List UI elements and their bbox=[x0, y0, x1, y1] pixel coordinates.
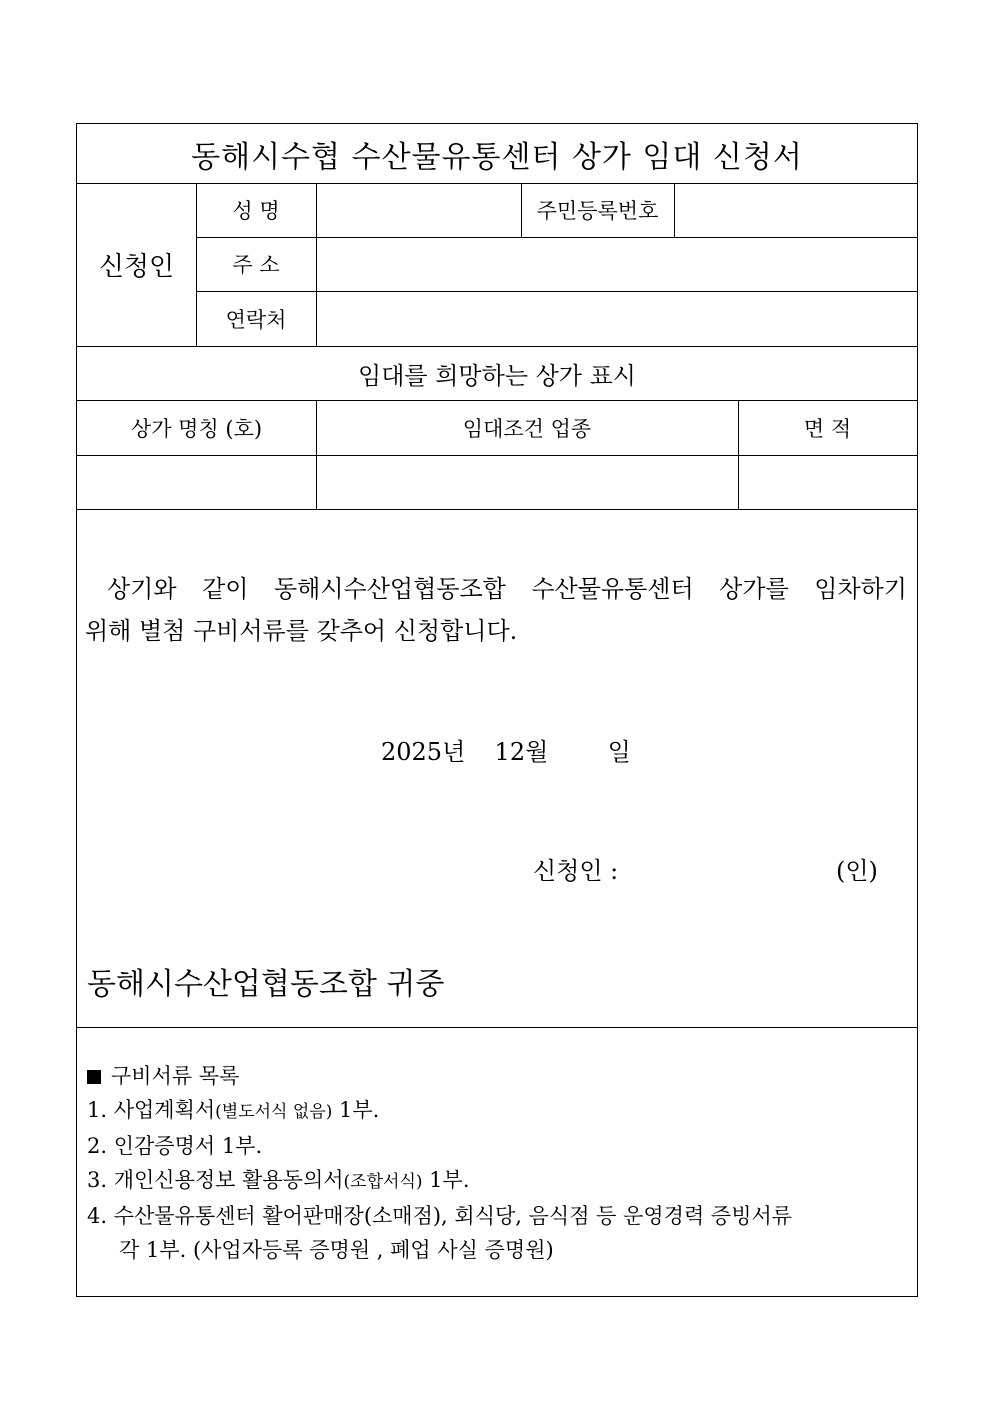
document-item-2: 2. 인감증명서 1부. bbox=[87, 1134, 263, 1158]
seal-mark: (인) bbox=[836, 857, 878, 885]
square-bullet-icon bbox=[87, 1070, 101, 1084]
store-name-header: 상가 명칭 (호) bbox=[130, 416, 263, 441]
area-header: 면 적 bbox=[803, 416, 852, 441]
address-field[interactable] bbox=[316, 237, 917, 291]
conditions-field[interactable] bbox=[316, 455, 738, 509]
required-documents bbox=[87, 1059, 792, 1267]
statement-line-1: 상기와 같이 동해시수산업협동조합 수산물유통센터 상가를 임차하기 bbox=[107, 575, 907, 603]
document-item-3: 3. 개인신용정보 활용동의서(조합서식) 1부. bbox=[87, 1168, 470, 1192]
conditions-header: 임대조건 업종 bbox=[462, 416, 592, 441]
form-title: 동해시수협 수산물유통센터 상가 임대 신청서 bbox=[191, 139, 803, 175]
documents-heading: 구비서류 목록 bbox=[111, 1064, 240, 1088]
divider bbox=[77, 509, 917, 510]
name-field[interactable] bbox=[316, 183, 521, 237]
store-section-heading: 임대를 희망하는 상가 표시 bbox=[358, 361, 636, 390]
resident-number-label: 주민등록번호 bbox=[536, 199, 659, 223]
document-item-1: 1. 사업계획서(별도서식 없음) 1부. bbox=[87, 1098, 380, 1122]
addressee: 동해시수산업협동조합 귀중 bbox=[87, 967, 445, 1002]
statement-paragraph bbox=[85, 568, 907, 652]
signer-label: 신청인 : bbox=[533, 857, 619, 885]
application-date bbox=[381, 732, 631, 767]
name-label: 성 명 bbox=[232, 199, 280, 223]
applicant-label: 신청인 bbox=[98, 252, 175, 282]
contact-label: 연락처 bbox=[225, 307, 287, 332]
document-item-4-continued: 각 1부. (사업자등록 증명원 , 폐업 사실 증명원) bbox=[119, 1238, 554, 1262]
application-form bbox=[76, 123, 918, 1297]
resident-number-field[interactable] bbox=[674, 183, 917, 237]
date-year: 2025년 bbox=[381, 738, 466, 766]
divider bbox=[77, 1027, 917, 1028]
address-label: 주 소 bbox=[232, 253, 280, 277]
area-field[interactable] bbox=[738, 455, 917, 509]
date-month: 12월 bbox=[494, 738, 549, 766]
statement-line-2: 위해 별첨 구비서류를 갖추어 신청합니다. bbox=[85, 617, 518, 645]
document-item-4: 4. 수산물유통센터 활어판매장(소매점), 회식당, 음식점 등 운영경력 증빙서류 bbox=[87, 1204, 793, 1228]
documents-heading-row bbox=[87, 1059, 792, 1093]
contact-field[interactable] bbox=[316, 291, 917, 346]
date-day: 일 bbox=[607, 738, 631, 766]
store-name-field[interactable] bbox=[77, 455, 316, 509]
